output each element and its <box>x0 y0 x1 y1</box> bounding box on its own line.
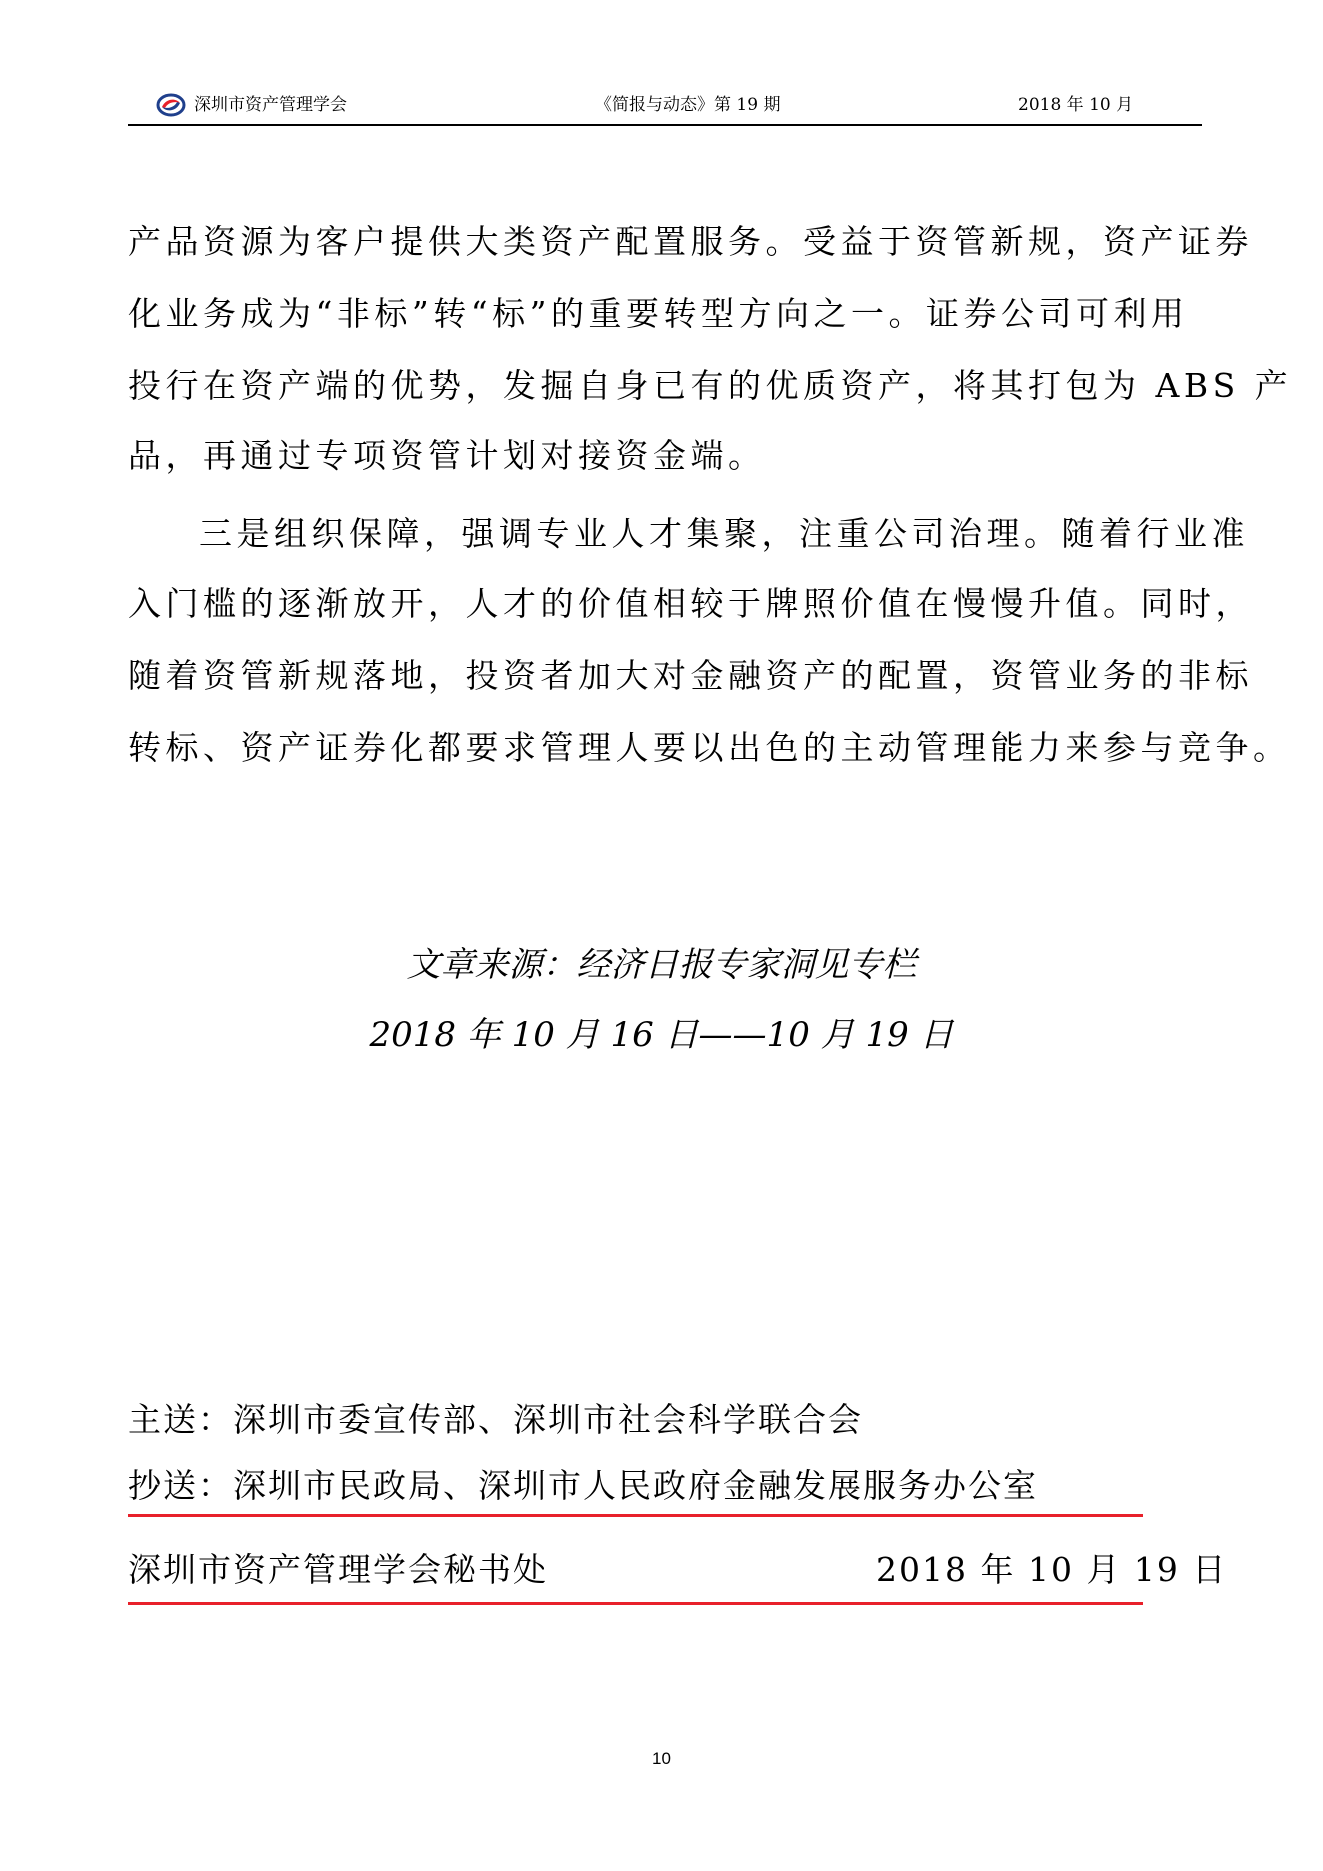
red-divider <box>128 1514 1143 1517</box>
article-source: 文章来源：经济日报专家洞见专栏 <box>406 945 917 985</box>
body-line: 投行在资产端的优势，发掘自身已有的优质资产，将其打包为 ABS 产 <box>128 366 1293 405</box>
body-line: 入门槛的逐渐放开，人才的价值相较于牌照价值在慢慢升值。同时， <box>128 584 1253 623</box>
body-line: 转标、资产证券化都要求管理人要以出色的主动管理能力来参与竞争。 <box>128 728 1291 767</box>
body-line: 品，再通过专项资管计划对接资金端。 <box>128 436 766 475</box>
body-line: 随着资管新规落地，投资者加大对金融资产的配置，资管业务的非标 <box>128 656 1253 695</box>
main-recipients: 主送：深圳市委宣传部、深圳市社会科学联合会 <box>128 1400 863 1439</box>
signature-date: 2018 年 10 月 19 日 <box>876 1550 1228 1589</box>
signature-organization: 深圳市资产管理学会秘书处 <box>128 1550 548 1589</box>
body-line: 产品资源为客户提供大类资产配置服务。受益于资管新规，资产证券 <box>128 222 1253 261</box>
body-line: 化业务成为“非标”转“标”的重要转型方向之一。证券公司可利用 <box>128 294 1189 333</box>
header-date: 2018 年 10 月 <box>1018 95 1134 115</box>
society-logo-icon <box>156 92 186 118</box>
page-header <box>128 92 1202 126</box>
red-divider <box>128 1602 1143 1605</box>
body-line: 三是组织保障，强调专业人才集聚，注重公司治理。随着行业准 <box>199 514 1249 553</box>
header-organization: 深圳市资产管理学会 <box>194 95 347 115</box>
article-date-range: 2018 年 10 月 16 日——10 月 19 日 <box>369 1015 954 1055</box>
copy-recipients: 抄送：深圳市民政局、深圳市人民政府金融发展服务办公室 <box>128 1466 1038 1505</box>
header-issue: 《简报与动态》第 19 期 <box>595 95 781 115</box>
page-number: 10 <box>652 1749 671 1768</box>
